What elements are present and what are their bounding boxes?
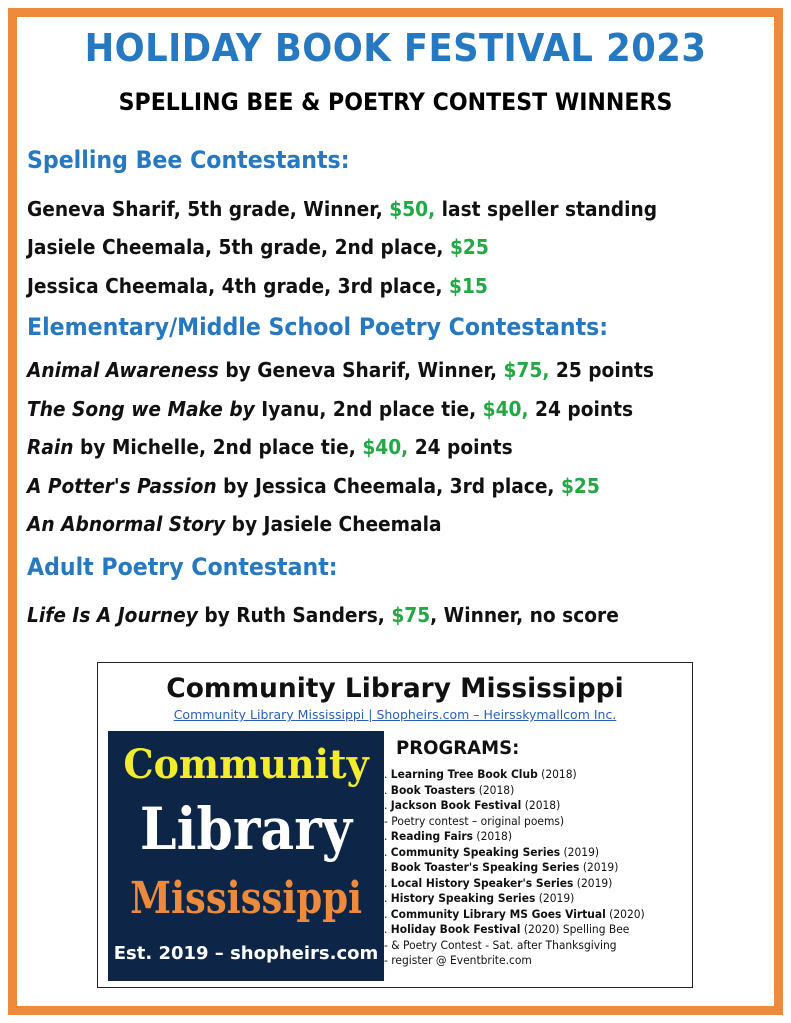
entry-detail: 24 points [528, 397, 634, 421]
program-year: (2018) [537, 767, 577, 781]
programs-heading: PROGRAMS: [396, 737, 520, 759]
prize-amount: $75, [503, 358, 550, 382]
poetry-entry [27, 474, 600, 498]
entry-text: by Michelle, 2nd place tie, [73, 435, 363, 459]
logo-word-library: Library [139, 795, 353, 863]
logo-word-community: Community [123, 741, 369, 788]
spelling-entry [27, 197, 657, 221]
poem-title: Life Is A Journey [27, 603, 198, 627]
entry-text: Jasiele Cheemala, 5th grade, 2nd place, [27, 235, 450, 259]
entry-text: by Ruth Sanders, [197, 603, 392, 627]
program-item [384, 922, 669, 938]
poem-title: An Abnormal Story [27, 512, 226, 536]
logo-word-mississippi: Mississippi [130, 873, 363, 924]
program-year: (2019) [579, 860, 619, 874]
program-item [384, 876, 669, 892]
program-item [384, 938, 669, 954]
program-year: (2018) [475, 782, 515, 797]
ad-title: Community Library Mississippi [166, 673, 624, 704]
program-item [384, 953, 669, 969]
library-logo [108, 731, 384, 981]
program-bullet: . [384, 844, 391, 859]
poetry-entry [27, 397, 633, 421]
program-year: (2018) [521, 798, 561, 812]
program-bullet: . [384, 906, 391, 921]
program-item [384, 798, 669, 814]
page-title: HOLIDAY BOOK FESTIVAL 2023 [84, 26, 707, 70]
program-year: (2018) [473, 829, 513, 843]
program-name: Jackson Book Festival [390, 798, 522, 812]
program-name: Book Toasters [390, 782, 476, 797]
poetry-entry [27, 435, 513, 459]
program-bullet: . [384, 829, 391, 843]
program-name: Holiday Book Festival [390, 922, 521, 936]
program-year: - register @ Eventbrite.com [384, 953, 532, 967]
spelling-entry [27, 235, 489, 259]
program-name: Local History Speaker's Series [390, 875, 574, 890]
program-bullet: . [384, 767, 391, 781]
prize-amount: $50, [389, 197, 436, 221]
prize-amount: $25 [560, 474, 600, 498]
program-year: (2019) [560, 844, 600, 859]
program-item [384, 907, 669, 923]
prize-amount: $75 [391, 603, 431, 627]
program-name: Learning Tree Book Club [390, 767, 538, 781]
program-item [384, 829, 669, 845]
program-bullet: . [384, 782, 391, 797]
prize-amount: $40, [482, 397, 529, 421]
programs-list [384, 767, 690, 969]
entry-text: by Geneva Sharif, Winner, [218, 358, 504, 382]
entry-text: Iyanu, 2nd place tie, [254, 397, 483, 421]
prize-amount: $15 [449, 274, 488, 298]
program-bullet: . [384, 891, 391, 905]
program-year: & Poetry Contest - Sat. after Thanksgiving [391, 937, 617, 952]
entry-detail: 25 points [549, 358, 654, 382]
program-year: (2019) [535, 891, 575, 905]
entry-text: by Jasiele Cheemala [225, 512, 442, 536]
program-year: (2020) Spelling Bee [520, 922, 630, 936]
poem-title: The Song we Make by [27, 397, 255, 421]
entry-detail: last speller standing [435, 197, 658, 221]
program-name: Reading Fairs [390, 829, 474, 843]
program-bullet: - [384, 937, 392, 952]
program-item [384, 891, 669, 907]
spelling-entry [27, 274, 488, 298]
logo-established: Est. 2019 – shopheirs.com [113, 943, 379, 964]
program-item [384, 860, 669, 876]
program-name: Community Speaking Series [390, 844, 561, 859]
program-year: - Poetry contest – original poems) [384, 813, 565, 828]
program-name: Book Toaster's Speaking Series [390, 860, 580, 874]
program-bullet: . [384, 922, 391, 936]
program-item [384, 783, 669, 799]
program-name: History Speaking Series [390, 891, 536, 905]
program-bullet: . [384, 875, 391, 890]
entry-text: by Jessica Cheemala, 3rd place, [216, 474, 561, 498]
program-year: (2020) [605, 906, 645, 921]
program-bullet: . [384, 860, 391, 874]
program-item [384, 845, 669, 861]
program-bullet: . [384, 798, 391, 812]
page-subtitle: SPELLING BEE & POETRY CONTEST WINNERS [118, 88, 673, 116]
program-item [384, 814, 669, 830]
poetry-heading: Elementary/Middle School Poetry Contestants: [27, 313, 609, 341]
entry-detail: , Winner, no score [430, 603, 619, 627]
program-item [384, 767, 669, 783]
program-name: Community Library MS Goes Virtual [390, 906, 606, 921]
poem-title: Rain [27, 435, 74, 459]
entry-text: Jessica Cheemala, 4th grade, 3rd place, [27, 274, 450, 298]
program-year: (2019) [573, 875, 613, 890]
poem-title: A Potter's Passion [27, 474, 217, 498]
poem-title: Animal Awareness [27, 358, 219, 382]
prize-amount: $40, [362, 435, 409, 459]
adult-heading: Adult Poetry Contestant: [27, 553, 338, 581]
poetry-entry [27, 358, 654, 382]
adult-entry [27, 603, 619, 627]
entry-detail: 24 points [408, 435, 513, 459]
spelling-heading: Spelling Bee Contestants: [27, 146, 350, 174]
poetry-entry [27, 512, 442, 536]
entry-text: Geneva Sharif, 5th grade, Winner, [27, 197, 390, 221]
ad-link[interactable]: Community Library Mississippi | Shopheirs.com – Heirsskymallcom Inc. [173, 707, 617, 722]
prize-amount: $25 [449, 235, 489, 259]
library-ad [97, 662, 693, 988]
